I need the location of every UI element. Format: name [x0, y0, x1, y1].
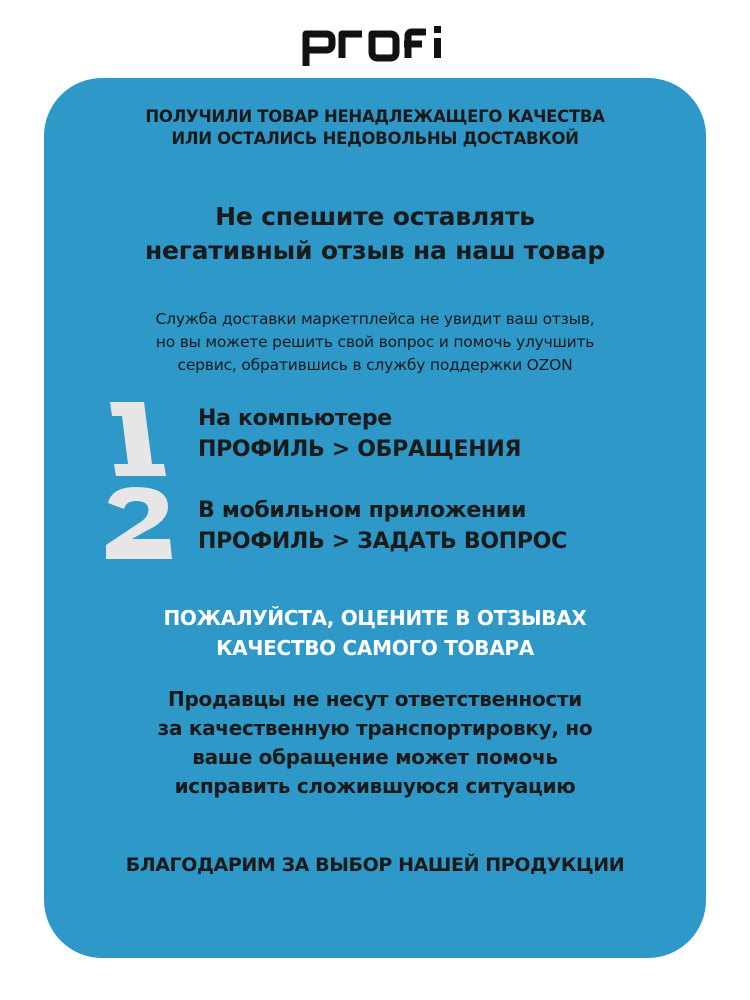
note-line-1: Продавцы не несут ответственности — [168, 687, 582, 711]
step-1-title: На компьютере — [198, 406, 392, 431]
header-line-1: ПОЛУЧИЛИ ТОВАР НЕНАДЛЕЖАЩЕГО КАЧЕСТВА — [145, 107, 605, 126]
main-title-line-2: негативный отзыв на наш товар — [144, 236, 606, 265]
responsibility-note — [44, 685, 706, 801]
lead-line-2: но вы можете решить свой вопрос и помочь улучшить — [155, 333, 595, 351]
please-line-1: ПОЖАЛУЙСТА, ОЦЕНИТЕ В ОТЗЫВАХ — [163, 606, 587, 630]
note-line-4: исправить сложившуюся ситуацию — [174, 774, 576, 798]
please-rate-text — [44, 603, 706, 663]
lead-line-3: сервис, обратившись в службу поддержки OZON — [177, 356, 573, 374]
number-one-icon — [102, 398, 182, 478]
header-line-2: ИЛИ ОСТАЛИСЬ НЕДОВОЛЬНЫ ДОСТАВКОЙ — [171, 129, 579, 148]
header-text — [44, 106, 706, 150]
main-title-line-1: Не спешите оставлять — [215, 202, 535, 231]
info-card — [44, 78, 706, 958]
number-two-icon — [102, 483, 182, 563]
thanks-text: БЛАГОДАРИМ ЗА ВЫБОР НАШЕЙ ПРОДУКЦИИ — [125, 854, 625, 876]
brand-logo — [0, 20, 750, 72]
lead-paragraph — [44, 308, 706, 377]
step-2-title: В мобильном приложении — [198, 498, 527, 523]
note-line-2: за качественную транспортировку, но — [157, 716, 593, 740]
step-1-path: ПРОФИЛЬ > ОБРАЩЕНИЯ — [198, 437, 522, 462]
lead-line-1: Служба доставки маркетплейса не увидит ваш отзыв, — [155, 310, 595, 328]
step-2-path: ПРОФИЛЬ > ЗАДАТЬ ВОПРОС — [198, 529, 567, 554]
step-1 — [198, 403, 521, 465]
profi-logo-icon — [300, 20, 450, 68]
note-line-3: ваше обращение может помочь — [192, 745, 558, 769]
please-line-2: КАЧЕСТВО САМОГО ТОВАРА — [216, 636, 534, 660]
step-2 — [198, 495, 567, 557]
main-title — [44, 200, 706, 268]
